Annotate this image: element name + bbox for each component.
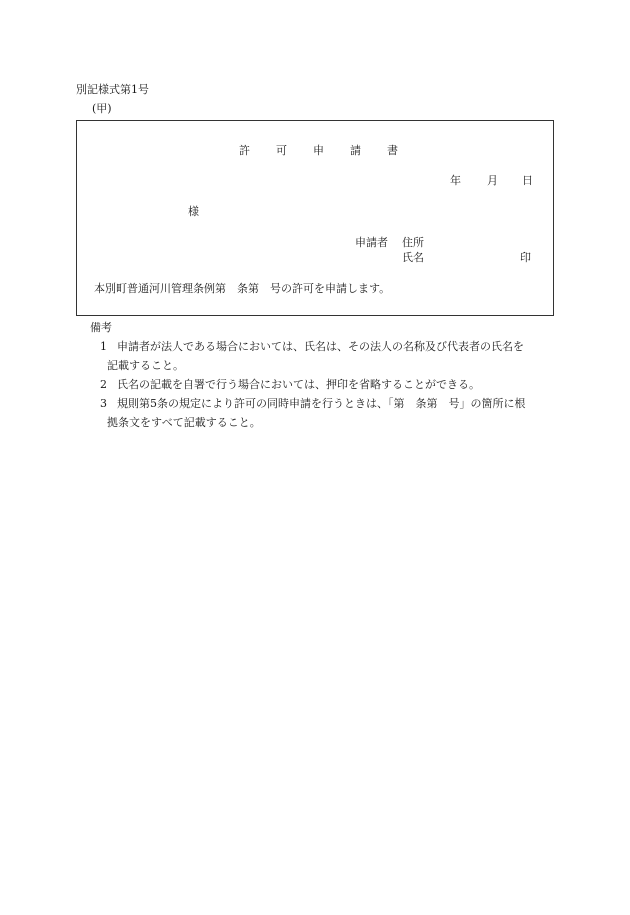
form-number: 別記様式第1号 — [76, 83, 149, 96]
address-label: 住所 — [402, 236, 424, 249]
remark-text-line: 申請者が法人である場合においては、氏名は、その法人の名称及び代表者の氏名を — [117, 340, 524, 353]
remark-number: 2 — [100, 378, 107, 391]
remark-number: 3 — [100, 397, 107, 410]
applicant-label: 申請者 — [355, 236, 388, 249]
addressee-honorific: 様 — [188, 205, 199, 218]
remark-text-line: 氏名の記載を自署で行う場合においては、押印を省略することができる。 — [117, 378, 480, 391]
remark-text-line: 記載すること。 — [107, 359, 184, 372]
date-day-label: 日 — [522, 174, 533, 187]
title-char: 請 — [350, 144, 361, 157]
form-variant: (甲) — [92, 102, 112, 115]
date-month-label: 月 — [487, 174, 498, 187]
title-char: 書 — [387, 144, 398, 157]
remark-text-line: 規則第5条の規定により許可の同時申請を行うときは、「第 条第 号」の箇所に根 — [117, 397, 526, 410]
title-char: 許 — [239, 144, 250, 157]
seal-label: 印 — [520, 251, 531, 264]
request-statement: 本別町普通河川管理条例第 条第 号の許可を申請します。 — [94, 282, 391, 295]
name-label: 氏名 — [402, 251, 424, 264]
date-year-label: 年 — [450, 174, 461, 187]
form-title — [239, 145, 398, 156]
title-char: 申 — [313, 144, 324, 157]
title-char: 可 — [276, 144, 287, 157]
remark-number: 1 — [100, 340, 107, 353]
remark-text-line: 拠条文をすべて記載すること。 — [107, 416, 261, 429]
remarks-heading: 備考 — [90, 321, 112, 334]
